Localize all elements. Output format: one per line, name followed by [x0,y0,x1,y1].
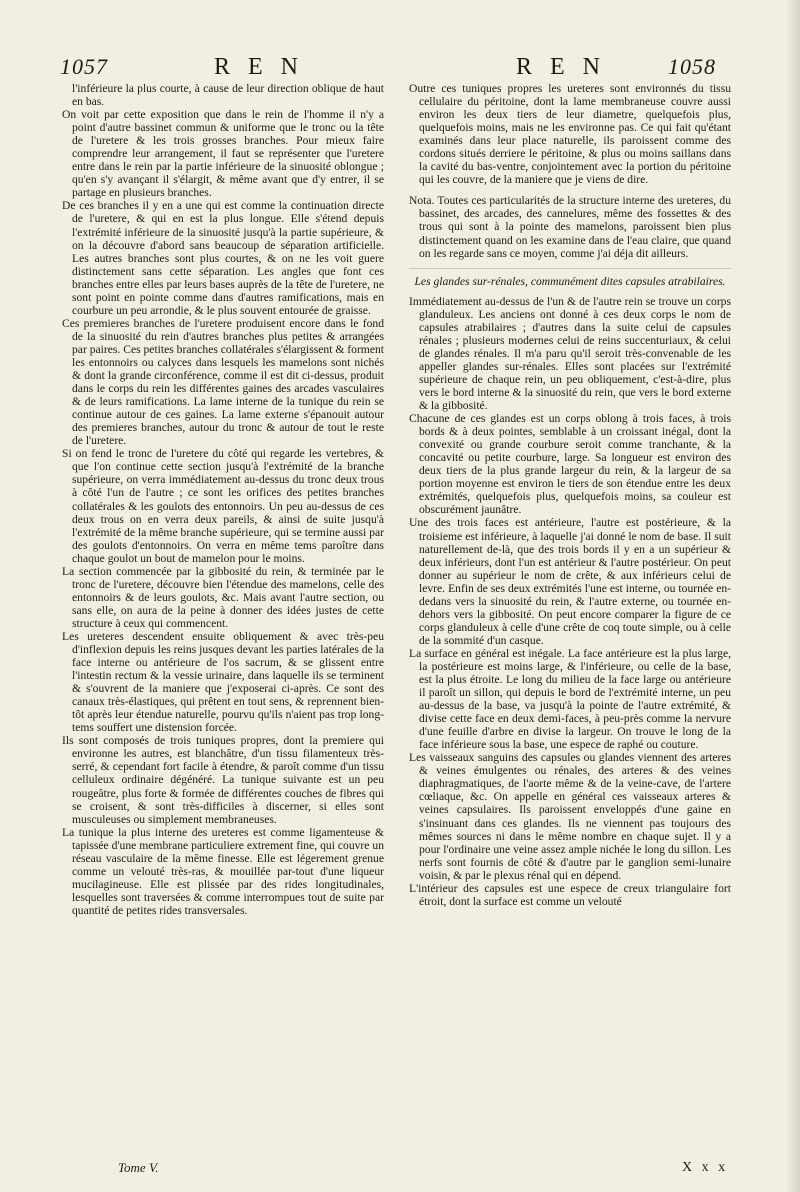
nota-paragraph: Nota. Toutes ces particularités de la structure interne des ureteres, du bassinet, des arcades, des cannelures, même des fossettes & des trous qui sont à la pointe des mamelons, paroissent bien plus distinctement quand on les examine dans de l'eau claire, que quand on les regarde sans ce moyen, comme j'ai déja dit ailleurs. [409,194,731,260]
paragraph: Les vaisseaux sanguins des capsules ou glandes viennent des arteres & veines émulgentes ou rénales, des arteres & des veines diaphragmatiques, de l'aorte même & de la veine-cave, de l'artere cœliaque, &c. On appelle en général ces vaisseaux arteres & veines capsulaires. Ils paroissent enveloppés d'une gaine en s'insinuant dans ces glandes. Ils ne viennent pas toujours des mêmes sources ni dans le même nombre en chaque sujet. Il y a pour l'ordinaire une veine assez ample nichée le long du sillon. Les nerfs sont fournis de côté & d'autre par le ganglion semi-lunaire voisin, & par le plexus rénal qui en dépend. [409,751,731,882]
paragraph: De ces branches il y en a une qui est comme la continuation directe de l'uretere, & qui en est la plus longue. Elle s'étend depuis l'extrémité inférieure de la sinuosité jusqu'à la partie supérieure, & on la découvre d'abord sans beaucoup de séparation artificielle. Les autres branches sont plus courtes, & on ne les voit guere distinctement sans cette séparation. Les angles que font ces branches entre elles par leurs bases auprès de la tête de l'uretere, ne sont point en pointe comme dans d'autres ramifications, mais en courbure un peu arrondie, & le plus souvent entourée de graisse. [62,199,384,317]
signature-mark: X x x [682,1160,729,1175]
paragraph: L'intérieur des capsules est une espece de creux triangulaire fort étroit, dont la surface est comme un velouté [409,881,731,908]
paragraph: Les ureteres descendent ensuite obliquement & avec très-peu d'inflexion depuis les reins jusques devant les parties latérales de la face interne ou antérieure de l'os sacrum, & se glissent entre l'intestin rectum & la vessie urinaire, dans laquelle ils se terminent & s'ouvrent de la maniere que j'exposerai ci-après. Ce sont des canaux très-élastiques, qui prêtent en tout sens, & reprennent bien-tôt après leur étendue naturelle, pourvu qu'ils n'aient pas trop long-tems souffert une distension forcée. [62,629,384,735]
paragraph: La surface en général est inégale. La face antérieure est la plus large, la postérieure est moins large, & l'inférieure, ou celle de la base, est la plus étroite. Le long du milieu de la face large ou antérieure il paroît un sillon, qui depuis le bord de l'extrémité interne, un peu au-dessus de la base, va jusqu'à la pointe de l'autre extrémité, & divise cette face en deux demi-faces, à peu-près comme la nervure d'une feuille d'arbre en divise la largeur. On trouve le long de la face inférieure sous la base, une espece de raphé ou couture. [409,646,731,752]
right-column [409,82,731,908]
paragraph: Chacune de ces glandes est un corps oblong à trois faces, à trois bords & à deux pointes, semblable à un croissant inégal, dont la convexité ou grande courbure seroit comme tranchante, & la concavité ou petite courbure, large. Sa longueur est environ des deux tiers de la plus grande largeur du rein, & la largeur de sa portion moyenne est environ le tiers de son étendue entre les deux extrémités, quelquefois plus, quelquefois moins, sa couleur est obscurément jaunâtre. [409,412,731,517]
paragraph: La section commencée par la gibbosité du rein, & terminée par le tronc de l'uretere, découvre bien l'étendue des mamelons, celle des entonnoirs & de leurs goulots, &c. Mais avant l'autre section, ou sans elle, on aura de la peine à donner des idées justes de cette structure à ceux qui commencent. [62,564,384,630]
volume-label: Tome V. [118,1160,159,1175]
paragraph: Immédiatement au-dessus de l'un & de l'autre rein se trouve un corps glanduleux. Les anciens ont donné à ces deux corps le nom de capsules atrabilaires ; d'autres dans la suite celui de capsules rénales ; plusieurs modernes celui de reins succenturiaux, & celui de glandes rénales. Il m'a paru qu'il seroit très-convenable de les appeller glandes sur-rénales. Elles sont placées sur l'extrémité supérieure de chaque rein, un peu obliquement, c'est-à-dire, plus vers le bord interne & la sinuosité du rein, que vers le bord externe & la gibbosité. [409,294,731,413]
paragraph: Si on fend le tronc de l'uretere du côté qui regarde les vertebres, & que l'on continue cette section jusqu'à l'extrémité de la branche supérieure, on verra immédiatement au-dessus du tronc deux trous à côté l'un de l'autre ; ce sont les orifices des petites branches collatérales & les goulots des entonnoirs. Un peu au-dessus de ces deux trous on en verra deux pareils, & ainsi de suite jusqu'à l'extrémité de la même branche supérieure, qui se termine aussi par des goulots d'entonnoirs. On verra en même tems paroître dans chaque goulot un bout de mamelon pour le moins. [62,447,384,565]
left-page-number: 1057 [60,54,108,79]
paragraph: La tunique la plus interne des ureteres est comme ligamenteuse & tapissée d'une membrane particuliere extrement fine, qui couvre un réseau vasculaire de la même finesse. Elle est légerement grenue comme un velouté très-ras, & mouillée par-tout d'une liqueur mucilagineuse. Elle est plissée par des rides longitudinales, lesquelles sont traversées & comme interrompues tout de suite par quantité de petites rides transversales. [62,825,384,917]
paragraph: Outre ces tuniques propres les ureteres sont environnés du tissu cellulaire du péritoine, dont la lame membraneuse couvre aussi environ les deux tiers de leur diametre, quelquefois plus, quelquefois moins, mais ne les environne pas. Ce qui fait qu'étant examinés dans leur place naturelle, ils paroissent comme des cordons situés derriere le péritoine, & plus ou moins saillans dans la cavité du bas-ventre, conjointement avec la portion du péritoine qui les couvre, de la maniere que je viens de dire. [409,82,731,187]
left-column [62,82,384,917]
paragraph: Ils sont composés de trois tuniques propres, dont la premiere qui environne les autres, est blanchâtre, d'un tissu filamenteux très-serré, & cependant fort facile à étendre, & paroît comme d'un tissu celluleux ordinaire dégénéré. La tunique suivante est un peu rougeâtre, plus forte & formée de différentes couches de fibres qui se croisent, & sont très-difficiles à discerner, si elles sont musculeuses ou simplement membraneuses. [62,734,384,826]
left-running-head: R E N [214,54,304,80]
paragraph: Ces premieres branches de l'uretere produisent encore dans le fond de la sinuosité du rein d'autres branches plus petites & arrangées par paires. Ces petites branches collatérales s'élargissent & forment les entonnoirs ou calyces dans lesquels les mamelons sont nichés & dont la grande circonférence, comme il est dit ci-dessus, produit dans le corps du rein les différentes gaines des arcades vasculaires & de leurs ramifications. La lame interne de la tunique du rein se continue autour de ces gaines. La lame externe s'épanouit autour des premieres branches, autour du tronc & autour de tout le reste de l'uretere. [62,316,384,448]
paragraph: Une des trois faces est antérieure, l'autre est postérieure, & la troisieme est inférieure, à laquelle j'ai donné le nom de base. Il suit naturellement de-là, que des trois bords il y en a un supérieur & deux inférieurs, dont l'un est antérieur & l'autre postérieur. On peut donner au supérieur le nom de crête, & aux inférieurs celui de levre. Enfin de ses deux extrémités l'une est interne, ou tournée en-dedans vers la sinuosité du rein, & l'autre externe, ou tournée en-dehors vers la gibbosité. On peut encore comparer la figure de ce corps glanduleux à celle d'une crête de coq toute simple, ou à celle de la sommité d'un casque. [409,516,731,647]
paragraph: l'inférieure la plus courte, à cause de leur direction oblique de haut en bas. [72,82,384,109]
section-title: Les glandes sur-rénales, communément dites capsules atrabilaires. [409,268,731,288]
paragraph: On voit par cette exposition que dans le rein de l'homme il n'y a point d'autre bassinet commun & uniforme que le tronc ou la tête de l'uretere & les trois grosses branches. Pour mieux faire comprendre leur arrangement, il faut se représenter que l'uretere entre dans le rein par la partie inférieure de la sinuosité oblongue ; qu'en s'y avançant il s'élargit, & même avant que d'y entrer, il se partage en plusieurs branches. [62,108,384,200]
right-running-head: R E N [516,54,606,80]
page-edge-shadow [786,0,800,1192]
right-page-number: 1058 [668,54,716,79]
